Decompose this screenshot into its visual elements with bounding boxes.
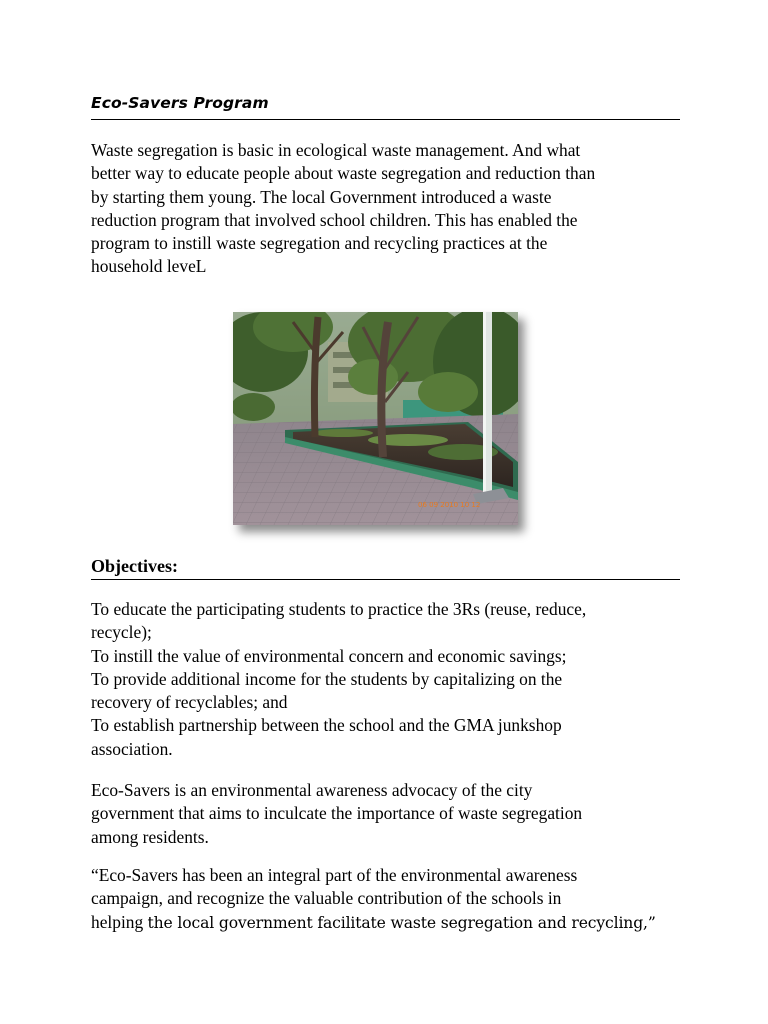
photo-timestamp: 06 09 2010 10 12 <box>418 501 481 509</box>
text-line: by starting them young. The local Government introduced a waste <box>91 186 552 207</box>
eco-savers-paragraph <box>91 779 681 849</box>
section-heading-eco-savers: Eco-Savers Program <box>91 94 269 112</box>
list-item: recovery of recyclables; and <box>91 692 288 713</box>
text-line: government that aims to inculcate the importance of waste segregation <box>91 803 583 824</box>
text-line: Waste segregation is basic in ecological waste management. And what <box>91 140 581 160</box>
objectives-underline <box>91 579 680 580</box>
heading-underline <box>91 119 680 120</box>
text-line: reduction program that involved school children. This has enabled the <box>91 209 578 230</box>
list-item: To educate the participating students to practice the 3Rs (reuse, reduce, <box>91 599 587 619</box>
text-line <box>91 911 681 935</box>
text-line: better way to educate people about waste segregation and reduction than <box>91 163 596 184</box>
objectives-list <box>91 598 681 761</box>
quote-emphasis: the local government facilitate waste segregation and recycling,” <box>147 913 656 932</box>
text-line: program to instill waste segregation and recycling practices at the <box>91 233 548 254</box>
text-line: “Eco-Savers has been an integral part of the environmental awareness <box>91 865 578 885</box>
list-item: To provide additional income for the students by capitalizing on the <box>91 668 563 689</box>
quote-paragraph <box>91 864 681 935</box>
objectives-heading: Objectives: <box>91 556 178 576</box>
intro-paragraph <box>91 139 681 279</box>
list-item: To instill the value of environmental concern and economic savings; <box>91 645 567 666</box>
text-line: household leveL <box>91 256 207 277</box>
list-item: To establish partnership between the school and the GMA junkshop <box>91 715 562 736</box>
schoolyard-garden-photo <box>233 312 518 525</box>
list-item: recycle); <box>91 622 152 643</box>
quote-prefix: helping <box>91 911 148 932</box>
text-line: Eco-Savers is an environmental awareness advocacy of the city <box>91 780 533 800</box>
text-line: among residents. <box>91 826 209 847</box>
list-item: association. <box>91 738 173 759</box>
text-line: campaign, and recognize the valuable contribution of the schools in <box>91 888 562 909</box>
